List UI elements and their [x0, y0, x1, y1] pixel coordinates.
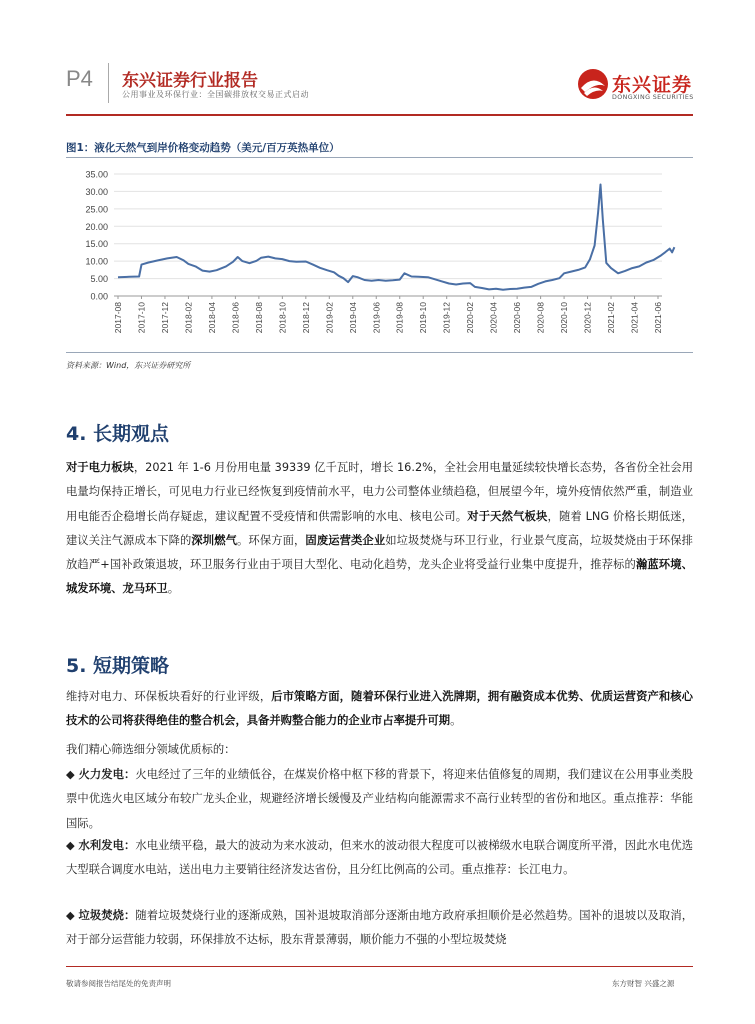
bold-text: 对于天然气板块	[467, 509, 548, 523]
figure-top-rule	[66, 157, 693, 158]
body-text: 。	[450, 714, 462, 728]
y-tick-label: 0.00	[90, 291, 108, 302]
body-text: ，2021 年 1-6 月份用电量 39339 亿千瓦时，增长 16.2%，全社会用电量延续较快增长态势，各省份全社会用电量均保持正增长，可见电力行业已经恢复到疫情前水平，电力公司整体业绩趋稳，但展望今年，境外疫情依然严重，制造业用电能否企稳增长尚存疑虑，建议配置不受疫情和供需影响的水电、核电公司。	[66, 461, 693, 523]
body-text: ，随着 LNG 价格长期低迷，建议关注气源成本下降的	[66, 509, 693, 547]
bold-text: 后市策略方面，随着环保行业进入洗牌期，拥有融资成本优势、优质运营资产和核心技术的公司将获得绝佳的整合机会，具备并购整合能力的企业市占率提升可期	[66, 690, 693, 728]
x-tick-label: 2020-06	[512, 302, 523, 334]
bullet-hydro-power	[66, 834, 693, 883]
header-separator	[108, 63, 109, 103]
body-text: 。环保方面，	[237, 533, 306, 547]
x-tick-label: 2019-10	[418, 302, 429, 334]
figure-source: 资料来源：Wind，东兴证券研究所	[66, 361, 191, 370]
x-tick-label: 2020-02	[465, 302, 476, 334]
bullet-text: 随着垃圾焚烧行业的逐渐成熟，国补退坡取消部分逐渐由地方政府承担顺价是必然趋势。国补的退坡以及取消，对于部分运营能力较弱，环保排放不达标，股东背景薄弱，顺价能力不强的小型垃圾焚烧	[66, 909, 693, 947]
x-tick-label: 2019-04	[347, 302, 358, 334]
x-tick-label: 2018-08	[253, 302, 264, 334]
bold-text: 固废运营类企业	[305, 533, 386, 547]
footer-slogan: 东方财智 兴盛之源	[612, 979, 675, 988]
y-tick-label: 30.00	[85, 186, 108, 197]
x-tick-label: 2019-06	[371, 302, 382, 334]
x-tick-label: 2017-12	[159, 302, 170, 334]
y-tick-label: 10.00	[85, 256, 108, 267]
body-text: 。	[167, 582, 179, 596]
series-line	[118, 185, 674, 290]
bullet-text: 火电经过了三年的业绩低谷，在煤炭价格中枢下移的背景下，将迎来估值修复的周期，我们建议在公用事业类股票中优选火电区域分布较广龙头企业，规避经济增长缓慢及产业结构向能源需求不高行业转型的省份和地区。重点推荐：华能国际。	[66, 768, 693, 830]
bold-text: 对于电力板块	[66, 461, 134, 474]
bold-text: 瀚蓝环境、城发环境、龙马环卫	[66, 558, 693, 596]
footer-rule	[66, 966, 693, 967]
bullet-text: 水电业绩平稳，最大的波动为来水波动，但来水的波动很大程度可以被梯级水电联合调度所平滑，因此水电优选大型联合调度水电站，送出电力主要销往经济发达省份，且分红比例高的公司。重点推荐：长江电力。	[66, 839, 693, 877]
figure-bottom-rule	[66, 352, 693, 353]
bullet-label: 垃圾焚烧：	[78, 909, 136, 922]
report-title: 东兴证券行业报告	[122, 71, 258, 91]
figure-title: 图1：液化天然气到岸价格变动趋势（美元/百万英热单位）	[66, 142, 340, 154]
footer-disclaimer: 敬请参阅报告结尾处的免责声明	[66, 979, 171, 988]
x-tick-label: 2018-10	[277, 302, 288, 334]
logo-subtext: DONGXING SECURITIES	[612, 94, 694, 101]
long-term-paragraph	[66, 456, 693, 602]
x-tick-label: 2019-02	[324, 302, 335, 334]
bullet-mark: ◆	[66, 839, 75, 852]
bullet-label: 火力发电：	[78, 768, 136, 781]
x-tick-label: 2017-08	[113, 302, 123, 334]
header-rule	[66, 114, 693, 116]
x-tick-label: 2020-04	[488, 302, 499, 334]
x-tick-label: 2020-08	[535, 302, 546, 334]
bullet-mark: ◆	[66, 768, 75, 781]
bullet-mark: ◆	[66, 909, 75, 922]
x-tick-label: 2019-08	[394, 302, 405, 334]
x-tick-label: 2019-12	[441, 302, 452, 334]
x-tick-label: 2017-10	[136, 302, 147, 334]
x-tick-label: 2020-12	[582, 302, 593, 334]
y-tick-label: 35.00	[85, 169, 108, 180]
y-tick-label: 5.00	[90, 274, 108, 285]
page-number: P4	[66, 66, 93, 91]
x-tick-label: 2018-12	[300, 302, 311, 334]
x-tick-label: 2018-02	[183, 302, 194, 334]
selection-intro: 我们精心筛选细分领域优质标的：	[66, 743, 236, 756]
x-tick-label: 2020-10	[559, 302, 570, 334]
body-text: 如垃圾焚烧与环卫行业，行业景气度高，垃圾焚烧由于环保排放趋严+国补政策退坡，环卫服务行业由于项目大型化、电动化趋势，龙头企业将受益行业集中度提升，推荐标的	[66, 533, 693, 572]
y-tick-label: 25.00	[85, 204, 108, 215]
section-heading-long-term: 4. 长期观点	[66, 423, 170, 445]
body-text: 维持对电力、环保板块看好的行业评级，	[66, 690, 272, 703]
section-heading-short-term: 5. 短期策略	[66, 655, 170, 677]
x-tick-label: 2021-04	[629, 302, 640, 334]
y-tick-label: 20.00	[85, 221, 108, 232]
bold-text: 深圳燃气	[191, 533, 238, 547]
x-tick-label: 2021-06	[653, 302, 663, 334]
logo-text: 东兴证券	[612, 74, 693, 96]
x-tick-label: 2018-06	[230, 302, 241, 334]
report-subtitle: 公用事业及环保行业：全国碳排放权交易正式启动	[122, 90, 309, 99]
x-tick-label: 2018-04	[206, 302, 217, 334]
y-tick-label: 15.00	[85, 239, 108, 250]
x-tick-label: 2021-02	[606, 302, 617, 334]
lng-price-chart	[66, 160, 693, 350]
bullet-waste-incineration	[66, 904, 693, 953]
short-term-paragraph	[66, 685, 693, 734]
bullet-label: 水利发电：	[78, 839, 136, 852]
bullet-thermal-power	[66, 763, 693, 836]
